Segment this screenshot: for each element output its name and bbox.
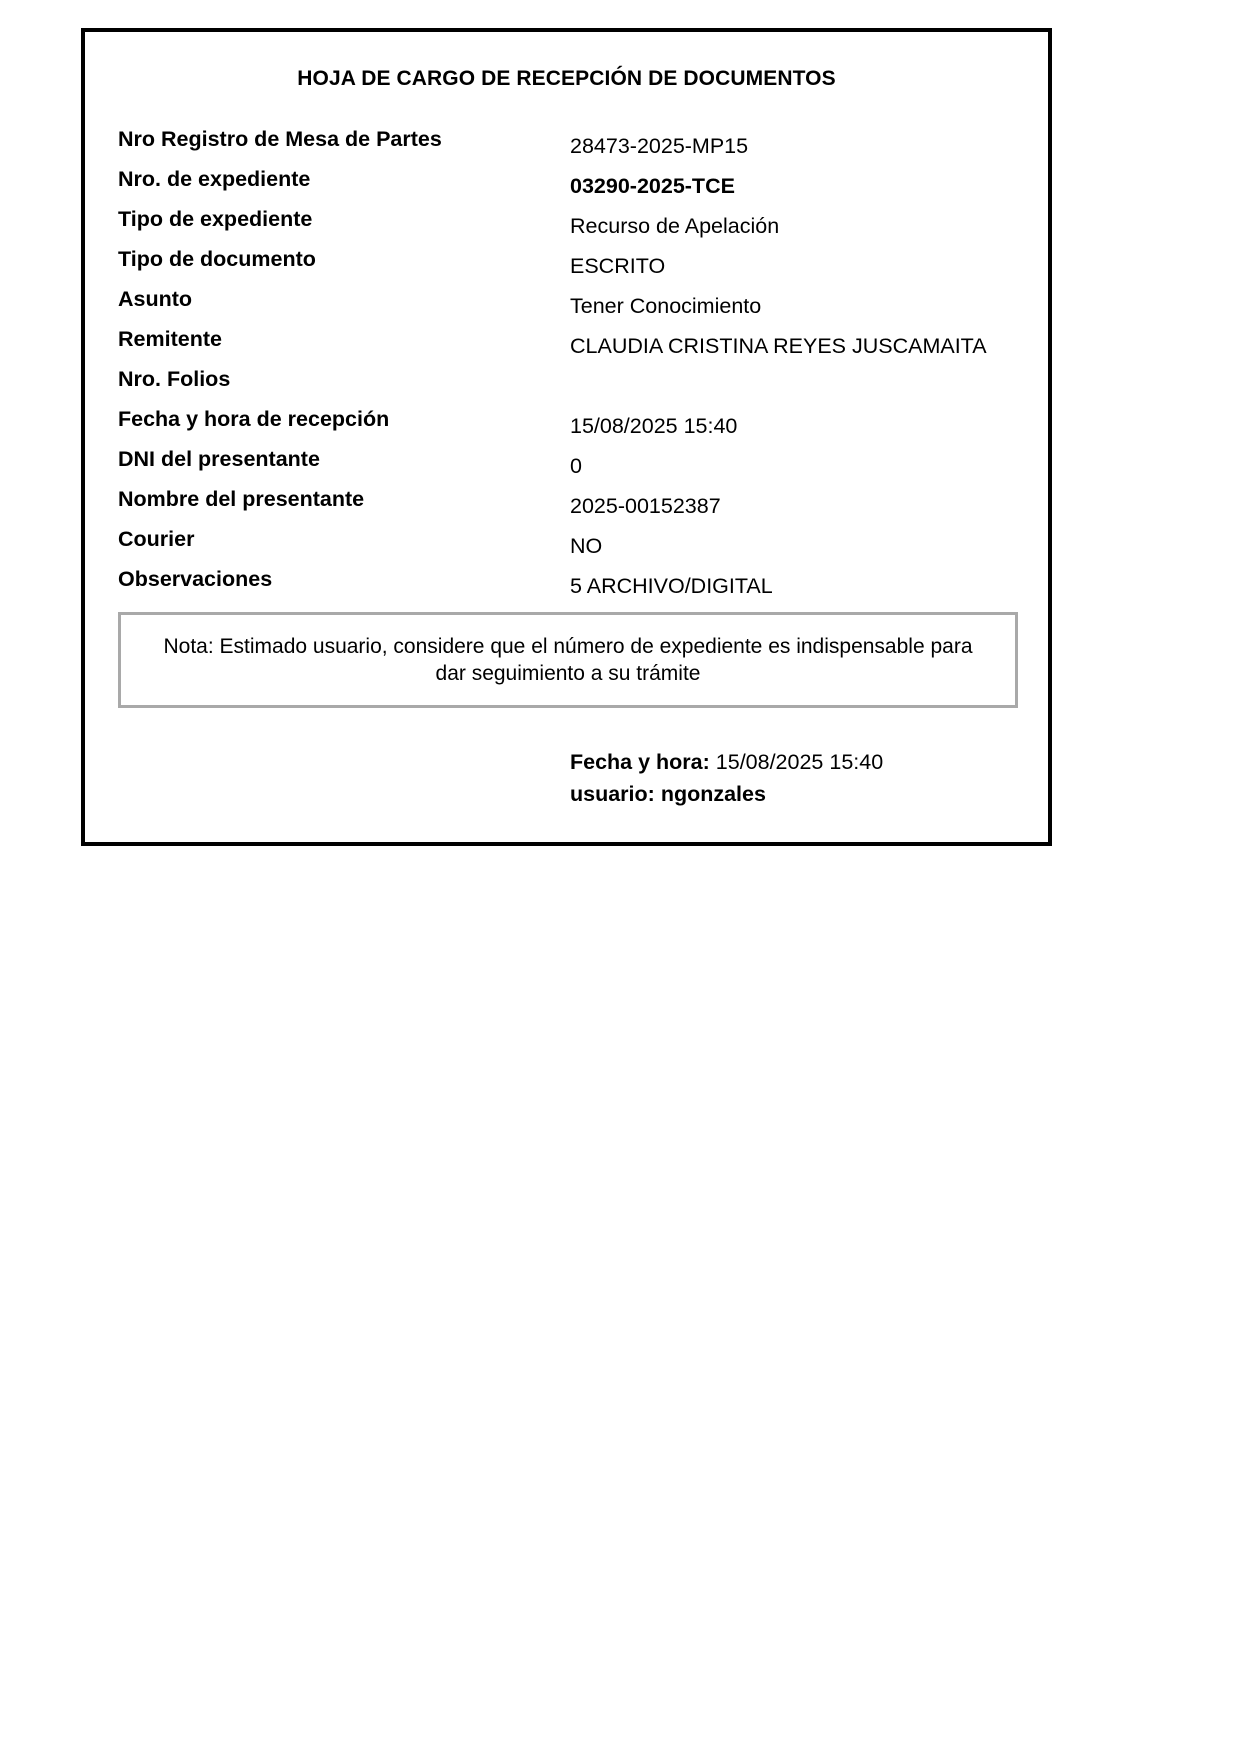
field-label: Fecha y hora de recepción [118, 407, 390, 431]
field-row-fecha-recepcion [118, 407, 1018, 447]
field-value: 0 [570, 454, 582, 478]
note-box [118, 612, 1018, 708]
field-label: Nro. de expediente [118, 167, 311, 191]
document-frame [81, 28, 1052, 846]
field-row-remitente [118, 327, 1018, 367]
field-value: 15/08/2025 15:40 [570, 414, 738, 438]
field-value: NO [570, 534, 603, 558]
field-value: Recurso de Apelación [570, 214, 780, 238]
field-label: Observaciones [118, 567, 273, 591]
footer-datetime-label: Fecha y hora: [570, 750, 710, 774]
footer-datetime-value: 15/08/2025 15:40 [715, 750, 884, 774]
field-value: 5 ARCHIVO/DIGITAL [570, 574, 773, 598]
document-title: HOJA DE CARGO DE RECEPCIÓN DE DOCUMENTOS [297, 67, 836, 90]
field-row-registro [118, 127, 1018, 167]
field-label: Remitente [118, 327, 222, 351]
field-label: Nombre del presentante [118, 487, 365, 511]
field-value: 28473-2025-MP15 [570, 134, 749, 158]
field-value: ESCRITO [570, 254, 666, 278]
field-value: Tener Conocimiento [570, 294, 762, 318]
field-row-dni [118, 447, 1018, 487]
field-row-folios [118, 367, 1018, 407]
footer-user-value: ngonzales [660, 782, 766, 806]
field-value: CLAUDIA CRISTINA REYES JUSCAMAITA [570, 334, 987, 358]
field-label: Courier [118, 527, 195, 551]
field-label: Asunto [118, 287, 193, 311]
field-label: Nro Registro de Mesa de Partes [118, 127, 442, 151]
field-row-courier [118, 527, 1018, 567]
field-row-asunto [118, 287, 1018, 327]
field-row-nombre [118, 487, 1018, 527]
field-label: Nro. Folios [118, 367, 231, 391]
field-label: DNI del presentante [118, 447, 320, 471]
footer-user [570, 782, 766, 807]
note-text: Nota: Estimado usuario, considere que el número de expediente es indispensable para dar seguimiento a su trámite [163, 635, 973, 685]
footer-user-label: usuario: [570, 782, 655, 806]
field-label: Tipo de documento [118, 247, 316, 271]
field-value: 2025-00152387 [570, 494, 721, 518]
field-row-expediente [118, 167, 1018, 207]
field-row-tipo-documento [118, 247, 1018, 287]
field-label: Tipo de expediente [118, 207, 313, 231]
field-value: 03290-2025-TCE [570, 174, 735, 198]
field-row-tipo-expediente [118, 207, 1018, 247]
footer-datetime [570, 750, 883, 775]
field-row-observaciones [118, 567, 1018, 607]
